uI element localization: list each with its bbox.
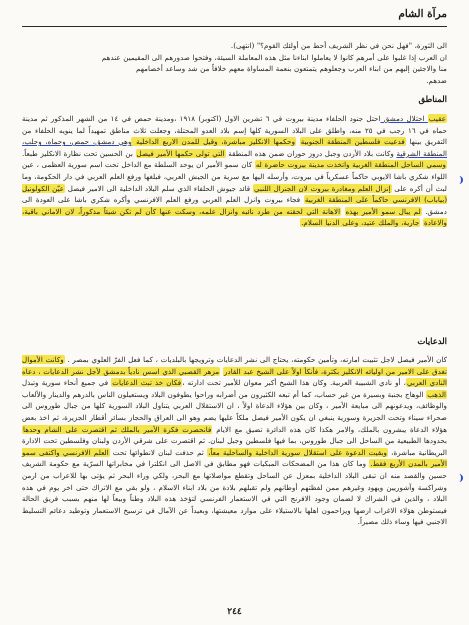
page-number: ٢٤٤ — [227, 607, 242, 617]
intro-paragraph — [22, 40, 447, 86]
text: كان سمو الأمير ان يوحد السلطة مع الداخل تحت اسم سورية العظمى ، عين اللواء شكري باشا — [22, 160, 447, 181]
underline: احتلال دمشق — [380, 114, 428, 123]
highlight: العلم الافرنسي واكتفى سمو الأمير بالمدن الأربع فقط. — [22, 447, 447, 469]
text: الوهاج بجنبة وبسيرة من غير حساب، كما — [298, 389, 424, 399]
highlight: الاهانة التي لحقته من طرد نائبه وانزال علمه، وسكت عنها كأن لم تكن شيئاً مذكوراً، لان الاماني باقية، والاعادة — [22, 206, 447, 228]
highlight: وبقيت الدعوة على استقلال سورية الداخلية والساحلية معاً، — [208, 447, 387, 457]
intro-line: ان العرب إذا غلبوا على أمرهم كانوا لا يعاملوا ابناءنا مثل هذه المعاملة السيئة، وفتحوا صدورهم الى المقيمين عندهم — [101, 52, 447, 62]
text: في ١٤ من الشهر المذكور ثم مدينة حماه في ١٦ رجب في ٢٥ منه، واطلق على البلاد السورية كلها إسم بلاد — [22, 114, 448, 135]
text: بن الحسين تحت نظارة — [63, 148, 136, 158]
text: الفرّ العلوي بمصر . — [64, 355, 126, 364]
highlight: جارية، والملك عتيد، وعلى الدنيا السلام. — [301, 218, 420, 228]
text: الاستعمار وتوطيد دعائم التسليط الاجنبي فيها وساء ذلك مصيراً. — [22, 505, 447, 527]
text: الانكليز طبعاً. — [22, 148, 62, 158]
text: بحدودها الطبيعية من الساحل — [359, 436, 447, 446]
intro-line: منا والاجئين إليهم من ابناء العرب وجعلوهم يتمتعون بنعمة المساواة معهم خلافاً من شد وساعد أخصامهم — [136, 64, 447, 74]
intro-line: ضدهم. — [426, 75, 447, 85]
highlight: عيّن الكولونيل (بياباب) الافرنسي حاكماً على المنطقة الغربية — [22, 183, 447, 205]
text: وكانت بلاد الأردن وجبل دروز حوران ضمن هذه المنطقة — [225, 148, 394, 158]
section-heading-duayat: الدعايات — [417, 336, 447, 346]
text: بلادة من بلاد ابناء الاسلام ، ولو بقي مع الاتراك حتى اخر يوم في هذه البلاد ، والذين في الشراك لا — [22, 482, 447, 504]
highlight: الذهب — [427, 389, 447, 399]
text: بالدرهم والدينار والألعاب والوظائف، ويدعونهم الى مبايعة الأمير ، وكان بين هؤلاء الدعاة اولاً ، ان الاستقلال العربي يتناول — [22, 389, 447, 411]
text: ثم حذفت لبنان لانطوائها تحت — [112, 447, 208, 457]
highlight: فدعيت فلسطين المنطقة الجنوبية — [300, 137, 405, 147]
text: وانزل العلم العربي ورفع العلم الافرنسي وأكره شكري باشا على العودة الى دمشق. — [22, 195, 447, 216]
text: عليها يضم وهو الى العراق والحجاز بسائر أقطار الجزيرة، ثم اخذ بعض هؤلاء الدعاة يبشرون بالملك، والامر هكذا كان — [22, 412, 447, 434]
text: الايوبي حاكماً عسكرياً في بيروت، وأرسله اليها مع سرية من الجيش العربي، فبلغها ورفع العلم العربي في — [74, 171, 392, 181]
highlight: فانحصرت فكرة الأمير بالملك ثم اقتصرت على الشام وحدها — [23, 424, 212, 434]
text: الى جبال طوروس، بما فيها فلسطين وجبل لبنان. ثم اقتصرت على شرقي الأردن ولبنان وفلسطين تحت الادارة — [22, 436, 357, 446]
manatiq-paragraph — [22, 113, 447, 229]
text: فيستوطن هؤلاء الاغراب ارضها ويزاحمون اهلها بالاستيلاء على موارد معيشتها، وبعيداً عن الآمال في ترسيخ — [123, 505, 447, 515]
highlight: مزهر القصبي الذي اسس نادياً بدمشق لأجل نشر الدعايات ، دعاه النادي العربي — [22, 366, 448, 388]
text: العدو المحتلة، وجعلت ثلاث مناطق تمهيداً لما ينويه الحلفاء من التفريق بينها — [22, 125, 447, 147]
text: وكان هذا الشيخ أكبر معوان للأمير تحت ادارته ، — [182, 378, 327, 388]
text: في جميع أنحاء سورية وتبذل — [22, 378, 112, 388]
highlight: وسمي الساحل المنطقة الغربية واتخذت مدينة بيروت حاضرة له — [255, 160, 446, 170]
text: وما كان هذا من المضحكات المبكيات فهو مطابق في الاصل الى انكلترا في مخابراتها السرّية مع — [72, 459, 367, 469]
text: البلاد السورية كلها من جبال طوروس الى صحراء سيناء وتحت الجزيرة وسورية ينبغي ان يكون الأمير فيصل ملكاً — [22, 401, 447, 422]
text: لضمان وجود الافرنج التي في الاستعمار الفرنسي لتؤخذ هذه البلاد وطناً وبيعاً لها منهم بسبب فريق الحالة — [22, 494, 354, 504]
highlight: التي تولى حكمها الأمير فيصل — [136, 148, 225, 158]
text: قائد جيوش الحلفاء الذي — [177, 183, 253, 193]
text: البريطانية مباشرة، — [387, 447, 447, 457]
text: وراء البحر ثم يؤتى بها للاعراب من ارمن وشراكسة وآشوريين ويهود وغيرهم ممن لفظتهم أوطانهم ولم تقبلهم — [22, 470, 447, 492]
intro-line: الى الثورة، "فهل نحن في نظر الشريف أحط من أولئك القوم؟" (انتهى). — [230, 41, 447, 50]
running-head: مرآة الشام — [398, 8, 447, 20]
duayat-paragraph — [22, 354, 447, 528]
margin-bracket — [453, 474, 463, 482]
text: فجاء بيروت — [264, 195, 304, 205]
text: ، أو نادي الشبيبة العربية. — [329, 378, 406, 388]
header-rule — [22, 26, 447, 27]
highlight: وكانت الأموال تغدق على الامير من اوليائه الانكليز بكثرة، فأنكأ اولاً على الشيخ عبد القادر — [22, 355, 447, 376]
text: هذه الدائرة تضيق مع الايام — [212, 424, 302, 434]
highlight: عقيب — [428, 114, 446, 123]
highlight: إنزال العلم ومغادرة بيروت لان الجنرال اللنبي — [253, 183, 391, 193]
highlight: فكان خذ تبث الدعايات — [112, 378, 182, 388]
highlight: لم يبال سمو الأمير بهذه — [345, 206, 421, 216]
text: حكومة الشريف حسين والقصد منه ان تبقى البلاد الداخلية بمعزل عن الساحل وتقطع مواصلاتها مع البحر، ولكي — [22, 459, 447, 480]
highlight: وحكمها الانكليز مباشرة، وقيل للمدن الاربع الداخلية — [132, 137, 296, 147]
underline: وهي دمشق، حمص، وحماه، وحلب، المنطقة الشرقية — [22, 137, 448, 158]
text: أم تبعه الكثيرون من أضرابه وراحوا يطوفون البلاد ويستعيلون الناس — [97, 389, 299, 399]
margin-bracket — [453, 176, 463, 184]
text: احتل جنود الحلفاء مدينة بيروت في ٦ تشرين الاول (اكتوبر) ١٩١٨ ،ومدينة حمص — [134, 114, 381, 123]
text: دار الحكومة، وما لبث أن أكره على — [22, 171, 447, 193]
text: كان الأمير فيصل لاجل تثبيت امارته، وتأمين حكومته، يحتاج الى نشر الدعايات وترويجها بالبلديات ، كما فعل — [128, 355, 448, 364]
section-heading-manatiq: المناطق — [418, 94, 447, 104]
text: سلم البلاد الداخلية الى الامير فيصل — [65, 183, 175, 193]
